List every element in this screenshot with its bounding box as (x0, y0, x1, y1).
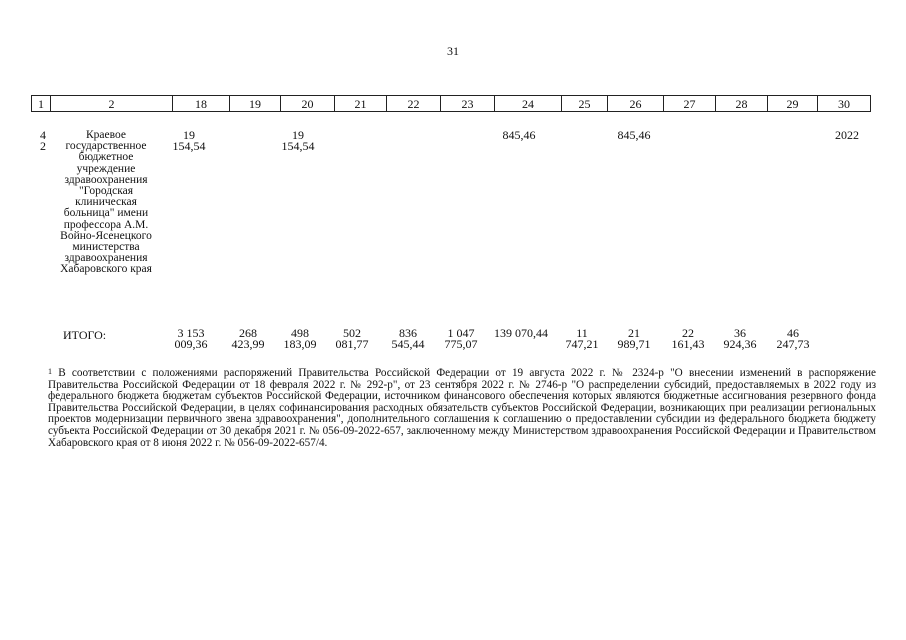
total-value-col22: 836 545,44 (391, 326, 425, 351)
total-value-col26: 21 989,71 (617, 326, 651, 351)
column-header: 1 (32, 96, 51, 112)
row-number: 4 2 (40, 128, 46, 153)
column-header: 26 (608, 96, 664, 112)
total-value-col23: 1 047 775,07 (444, 326, 478, 351)
column-header: 19 (230, 96, 281, 112)
organization-name: Краевое государственное бюджетное учреждение здравоохранения "Городская клиническая больница" имени профессора А.М. Войно-Ясенецкого министерства здравоохранения Хабаровского края (60, 129, 152, 276)
total-value-col20: 498 183,09 (283, 326, 317, 351)
total-label: ИТОГО: (63, 328, 107, 342)
total-value-col18: 3 153 009,36 (174, 326, 208, 351)
column-header: 23 (441, 96, 495, 112)
column-header: 27 (664, 96, 716, 112)
total-value-col29: 46 247,73 (776, 326, 810, 351)
column-header: 30 (818, 96, 871, 112)
total-value-col24: 139 070,44 (494, 326, 548, 340)
column-header: 29 (768, 96, 818, 112)
column-header-row (32, 96, 871, 112)
column-header-table (31, 95, 871, 112)
footnote-text: В соответствии с положениями распоряжений Правительства Российской Федерации от 19 августа 2022 г. № 2324-р "О внесении изменений в распоряжение Правительства Российской Федерации от 18 февраля 2022 г. № 292-р", от 23 сентября 2022 г. № 2746-р "О распределении субсидий, предоставляемых в 2022 году из федерального бюджета бюджетам субъектов Российской Федерации, источником финансового обеспечения которых являются бюджетные ассигнования резервного фонда Правительства Российской Федерации, в целях софинансирования расходных обязательств субъектов Российской Федерации, возникающих при реализации региональных проектов модернизации первичного звена здравоохранения", дополнительного соглашения к соглашению о предоставлении субсидии из федерального бюджета бюджету субъекта Российской Федерации от 30 декабря 2021 г. № 056-09-2022-657, заключенному между Министерством здравоохранения Российской Федерации и Правительством Хабаровского края от 8 июня 2022 г. № 056-09-2022-657/4. (48, 367, 876, 449)
row-value-col24: 845,46 (502, 128, 536, 142)
total-value-col21: 502 081,77 (335, 326, 369, 351)
column-header: 18 (173, 96, 230, 112)
total-value-col25: 11 747,21 (565, 326, 599, 351)
total-value-col19: 268 423,99 (231, 326, 265, 351)
column-header: 20 (281, 96, 335, 112)
total-value-col28: 36 924,36 (723, 326, 757, 351)
page-number: 31 (447, 44, 459, 58)
footnote-marker: 1 (48, 367, 52, 376)
row-value-col26: 845,46 (617, 128, 651, 142)
total-value-col27: 22 161,43 (671, 326, 705, 351)
row-value-col20: 19 154,54 (281, 128, 315, 153)
column-header: 21 (335, 96, 387, 112)
column-header: 24 (495, 96, 562, 112)
column-header: 28 (716, 96, 768, 112)
column-header: 22 (387, 96, 441, 112)
row-value-col30: 2022 (835, 128, 859, 142)
column-header: 2 (51, 96, 173, 112)
footnote (48, 368, 876, 449)
row-value-col18: 19 154,54 (172, 128, 206, 153)
column-header: 25 (562, 96, 608, 112)
